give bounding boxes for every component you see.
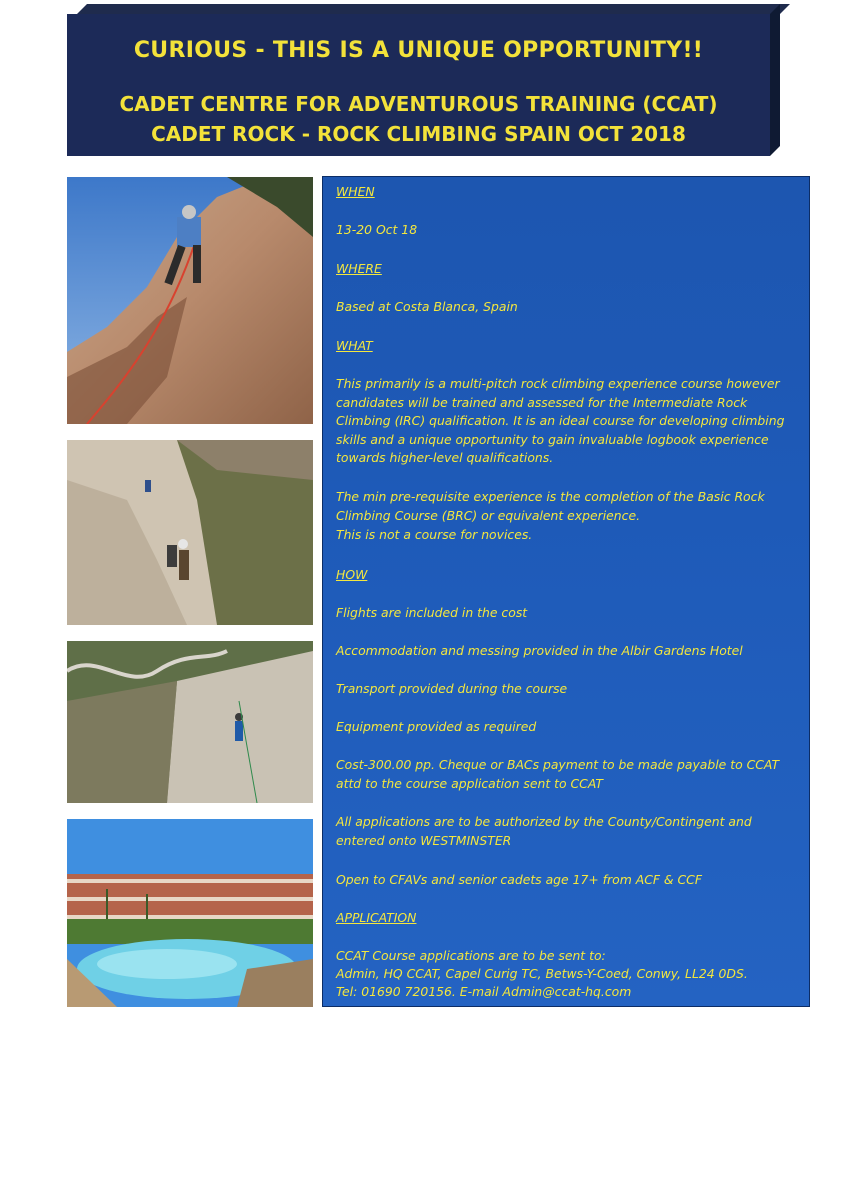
what-paragraph-2: The min pre-requisite experience is the completion of the Basic Rock Climbing Course (BRC) or equivalent experience. [336, 489, 765, 523]
banner-top-edge [77, 4, 790, 14]
where-heading: WHERE [336, 261, 382, 276]
how-item-cost: Cost-300.00 pp. Cheque or BACs payment to be made payable to CCAT attd to the course application sent to CCAT [336, 757, 780, 791]
how-item: Transport provided during the course [336, 681, 568, 696]
where-text: Based at Costa Blanca, Spain [336, 299, 518, 314]
header-banner [67, 14, 770, 156]
what-paragraph-3: This is not a course for novices. [336, 527, 533, 542]
centre-title: CADET CENTRE FOR ADVENTUROUS TRAINING (CCAT) [119, 92, 718, 116]
what-paragraph-1: This primarily is a multi-pitch rock climbing experience course however candidates will be trained and assessed for the Intermediate Rock Climbing (IRC) qualification. It is an ideal course for developing climbing skills and a unique opportunity to gain invaluable logbook experience towards higher-level qualifications. [336, 376, 785, 465]
course-info-panel [322, 176, 810, 1007]
how-item-eligibility: Open to CFAVs and senior cadets age 17+ from ACF & CCF [336, 872, 702, 887]
photo-climber-rock-face [67, 177, 313, 424]
how-item-authorization: All applications are to be authorized by the County/Contingent and entered onto WESTMINSTER [336, 814, 752, 848]
headline: CURIOUS - THIS IS A UNIQUE OPPORTUNITY!! [133, 38, 704, 63]
application-contact: Tel: 01690 720156. E-mail Admin@ccat-hq.com [336, 984, 632, 999]
photo-climbers-cliff [67, 440, 313, 625]
when-heading: WHEN [336, 184, 375, 199]
photo-abseil-mountain-road [67, 641, 313, 803]
how-item: Flights are included in the cost [336, 605, 528, 620]
what-heading: WHAT [336, 338, 373, 353]
how-item: Equipment provided as required [336, 719, 537, 734]
banner-side-edge [770, 4, 780, 156]
how-heading: HOW [336, 567, 368, 582]
how-item: Accommodation and messing provided in the Albir Gardens Hotel [336, 643, 743, 658]
application-address: Admin, HQ CCAT, Capel Curig TC, Betws-Y-Coed, Conwy, LL24 0DS. [336, 966, 748, 981]
photo-hotel-pool [67, 819, 313, 1007]
when-text: 13-20 Oct 18 [336, 222, 418, 237]
application-heading: APPLICATION [336, 910, 417, 925]
course-title: CADET ROCK - ROCK CLIMBING SPAIN OCT 2018 [151, 122, 686, 146]
application-line-1: CCAT Course applications are to be sent to: [336, 948, 606, 963]
